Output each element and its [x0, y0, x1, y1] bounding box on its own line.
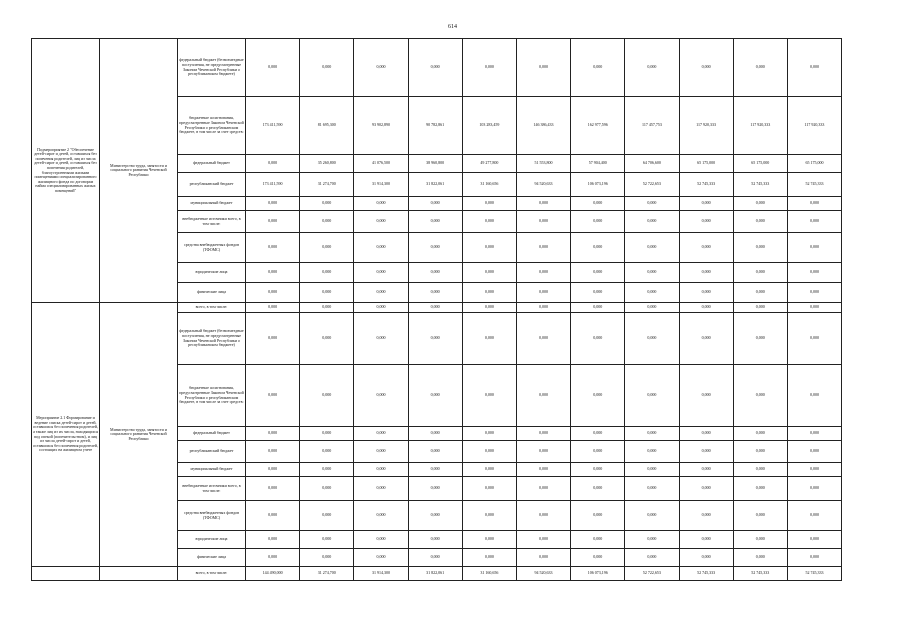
funding-source-cell: федеральный бюджет (безвозмездные поступления, не предусмотренные Законом Чеченской Республики о республиканском бюджете) [178, 313, 246, 365]
amount-cell: 0,000 [246, 549, 300, 567]
amount-cell: 0,000 [462, 531, 516, 549]
amount-cell: 0,000 [246, 365, 300, 427]
amount-cell: 0,000 [679, 197, 733, 211]
amount-cell: 0,000 [354, 427, 408, 441]
amount-cell: 0,000 [625, 477, 679, 501]
amount-cell: 0,000 [462, 427, 516, 441]
amount-cell: 0,000 [354, 441, 408, 463]
amount-cell: 0,000 [246, 441, 300, 463]
amount-cell: 117 920,333 [787, 97, 841, 155]
amount-cell: 0,000 [625, 211, 679, 233]
amount-cell: 31 914,300 [354, 567, 408, 581]
amount-cell: 0,000 [462, 501, 516, 531]
amount-cell: 117 920,333 [679, 97, 733, 155]
amount-cell: 0,000 [300, 197, 354, 211]
amount-cell: 0,000 [516, 233, 570, 263]
amount-cell: 0,000 [516, 197, 570, 211]
event-name-cell: Подмероприятие 2 "Обеспечение детей-сирот и детей, оставшихся без попечения родителей, лиц из числа детей-сирот и детей, оставшихся без попечения родителей, благоустроенными жилыми помещениями специализированного жилищного фонда по договорам найма специализированных жилых помещений" [32, 39, 100, 303]
amount-cell: 0,000 [733, 501, 787, 531]
amount-cell: 0,000 [246, 463, 300, 477]
amount-cell: 0,000 [516, 365, 570, 427]
amount-cell: 0,000 [408, 365, 462, 427]
amount-cell: 0,000 [516, 283, 570, 303]
amount-cell: 0,000 [516, 427, 570, 441]
amount-cell: 0,000 [300, 531, 354, 549]
funding-source-cell: муниципальный бюджет [178, 463, 246, 477]
amount-cell: 0,000 [625, 233, 679, 263]
amount-cell: 0,000 [462, 441, 516, 463]
amount-cell: 0,000 [679, 283, 733, 303]
amount-cell: 0,000 [462, 233, 516, 263]
amount-cell: 0,000 [246, 155, 300, 173]
amount-cell: 0,000 [787, 477, 841, 501]
amount-cell: 0,000 [408, 303, 462, 313]
amount-cell: 0,000 [733, 313, 787, 365]
funding-source-cell: федеральный бюджет [178, 427, 246, 441]
amount-cell: 0,000 [462, 303, 516, 313]
amount-cell: 35 260,800 [300, 155, 354, 173]
amount-cell: 94 520,633 [516, 173, 570, 197]
amount-cell: 0,000 [354, 197, 408, 211]
amount-cell: 31 822,061 [408, 567, 462, 581]
amount-cell: 0,000 [516, 501, 570, 531]
amount-cell: 65 175,000 [787, 155, 841, 173]
amount-cell: 57 904,400 [571, 155, 625, 173]
amount-cell: 0,000 [733, 211, 787, 233]
amount-cell: 0,000 [787, 39, 841, 97]
amount-cell: 0,000 [516, 531, 570, 549]
amount-cell: 0,000 [679, 233, 733, 263]
amount-cell: 0,000 [679, 501, 733, 531]
amount-cell: 0,000 [462, 263, 516, 283]
funding-source-cell: внебюджетные источники всего, в том числе: [178, 477, 246, 501]
amount-cell: 0,000 [354, 313, 408, 365]
amount-cell: 0,000 [679, 303, 733, 313]
empty-cell [32, 567, 100, 581]
amount-cell: 0,000 [246, 313, 300, 365]
amount-cell: 49 277,800 [462, 155, 516, 173]
amount-cell: 0,000 [571, 283, 625, 303]
funding-source-cell: юридические лица [178, 263, 246, 283]
amount-cell: 0,000 [571, 303, 625, 313]
amount-cell: 0,000 [408, 313, 462, 365]
amount-cell: 52 745,333 [679, 567, 733, 581]
amount-cell: 93 902,890 [354, 97, 408, 155]
amount-cell: 31 274,700 [300, 567, 354, 581]
amount-cell: 0,000 [246, 531, 300, 549]
amount-cell: 0,000 [679, 211, 733, 233]
amount-cell: 0,000 [408, 531, 462, 549]
amount-cell: 0,000 [625, 263, 679, 283]
funding-source-cell: республиканский бюджет [178, 441, 246, 463]
amount-cell: 0,000 [246, 427, 300, 441]
amount-cell: 52 722,653 [625, 173, 679, 197]
amount-cell: 52 722,653 [625, 567, 679, 581]
amount-cell: 0,000 [571, 39, 625, 97]
amount-cell: 0,000 [625, 197, 679, 211]
amount-cell: 0,000 [625, 441, 679, 463]
amount-cell: 0,000 [733, 263, 787, 283]
table-row [32, 303, 842, 313]
amount-cell: 0,000 [787, 303, 841, 313]
amount-cell: 64 706,600 [625, 155, 679, 173]
amount-cell: 0,000 [462, 549, 516, 567]
funding-source-cell: муниципальный бюджет [178, 197, 246, 211]
amount-cell: 0,000 [354, 365, 408, 427]
amount-cell: 173 411,590 [246, 97, 300, 155]
amount-cell: 0,000 [246, 283, 300, 303]
empty-cell [100, 567, 178, 581]
amount-cell: 0,000 [679, 313, 733, 365]
amount-cell: 106 073,196 [571, 567, 625, 581]
amount-cell: 0,000 [571, 233, 625, 263]
amount-cell: 0,000 [354, 283, 408, 303]
amount-cell: 0,000 [300, 427, 354, 441]
amount-cell: 0,000 [246, 197, 300, 211]
total-row [32, 567, 842, 581]
amount-cell: 52 745,333 [679, 173, 733, 197]
amount-cell: 0,000 [516, 211, 570, 233]
amount-cell: 90 782,861 [408, 97, 462, 155]
amount-cell: 0,000 [516, 463, 570, 477]
amount-cell: 0,000 [408, 233, 462, 263]
amount-cell: 0,000 [300, 441, 354, 463]
funding-source-cell: федеральный бюджет [178, 155, 246, 173]
amount-cell: 0,000 [300, 365, 354, 427]
table-row [32, 39, 842, 97]
amount-cell: 0,000 [462, 197, 516, 211]
amount-cell: 0,000 [625, 463, 679, 477]
amount-cell: 0,000 [354, 549, 408, 567]
funding-source-cell: юридические лица [178, 531, 246, 549]
amount-cell: 0,000 [354, 211, 408, 233]
amount-cell: 0,000 [408, 427, 462, 441]
amount-cell: 0,000 [408, 463, 462, 477]
amount-cell: 0,000 [625, 501, 679, 531]
amount-cell: 0,000 [300, 303, 354, 313]
event-name-cell: Мероприятие 2.1 Формирование и ведение списка детей-сирот и детей, оставшихся без попечения родителей, а также лиц из их числа, находящихся под опекой (попечительством), и лиц из числа детей-сирот и детей, оставшихся без попечения родителей, состоящих на жилищном учете [32, 303, 100, 567]
amount-cell: 162 977,596 [571, 97, 625, 155]
amount-cell: 0,000 [571, 549, 625, 567]
amount-cell: 0,000 [571, 501, 625, 531]
amount-cell: 0,000 [571, 531, 625, 549]
amount-cell: 0,000 [625, 549, 679, 567]
amount-cell: 103 283,459 [462, 97, 516, 155]
amount-cell: 0,000 [516, 263, 570, 283]
amount-cell: 0,000 [733, 233, 787, 263]
amount-cell: 52 745,333 [787, 173, 841, 197]
amount-cell: 52 745,333 [787, 567, 841, 581]
amount-cell: 106 073,196 [571, 173, 625, 197]
amount-cell: 0,000 [516, 303, 570, 313]
amount-cell: 52 745,333 [733, 173, 787, 197]
amount-cell: 0,000 [516, 39, 570, 97]
funding-source-cell: внебюджетные источники всего, в том числе: [178, 211, 246, 233]
amount-cell: 0,000 [733, 463, 787, 477]
amount-cell: 0,000 [571, 211, 625, 233]
amount-cell: 0,000 [733, 531, 787, 549]
amount-cell: 0,000 [408, 211, 462, 233]
amount-cell: 0,000 [462, 477, 516, 501]
funding-source-cell: всего, в том числе: [178, 303, 246, 313]
amount-cell: 0,000 [733, 549, 787, 567]
amount-cell: 0,000 [354, 303, 408, 313]
budget-table [31, 38, 842, 581]
amount-cell: 0,000 [733, 197, 787, 211]
amount-cell: 0,000 [300, 313, 354, 365]
amount-cell: 0,000 [787, 197, 841, 211]
amount-cell: 0,000 [679, 477, 733, 501]
amount-cell: 0,000 [246, 501, 300, 531]
amount-cell: 0,000 [354, 233, 408, 263]
amount-cell: 31 160,656 [462, 173, 516, 197]
amount-cell: 0,000 [787, 501, 841, 531]
amount-cell: 0,000 [571, 313, 625, 365]
amount-cell: 0,000 [787, 427, 841, 441]
amount-cell: 0,000 [516, 549, 570, 567]
amount-cell: 31 822,061 [408, 173, 462, 197]
amount-cell: 0,000 [300, 463, 354, 477]
funding-source-cell: физические лица [178, 283, 246, 303]
amount-cell: 0,000 [733, 427, 787, 441]
amount-cell: 0,000 [408, 197, 462, 211]
amount-cell: 0,000 [354, 531, 408, 549]
amount-cell: 0,000 [354, 39, 408, 97]
amount-cell: 0,000 [516, 313, 570, 365]
amount-cell: 0,000 [462, 313, 516, 365]
amount-cell: 0,000 [625, 283, 679, 303]
amount-cell: 0,000 [300, 549, 354, 567]
amount-cell: 0,000 [625, 313, 679, 365]
amount-cell: 0,000 [462, 365, 516, 427]
amount-cell: 0,000 [408, 477, 462, 501]
amount-cell: 0,000 [571, 427, 625, 441]
amount-cell: 0,000 [246, 303, 300, 313]
amount-cell: 0,000 [246, 211, 300, 233]
amount-cell: 0,000 [787, 233, 841, 263]
amount-cell: 117 457,753 [625, 97, 679, 155]
amount-cell: 65 175,000 [733, 155, 787, 173]
amount-cell: 0,000 [462, 463, 516, 477]
amount-cell: 0,000 [246, 477, 300, 501]
amount-cell: 0,000 [733, 303, 787, 313]
amount-cell: 94 520,633 [516, 567, 570, 581]
amount-cell: 0,000 [787, 263, 841, 283]
amount-cell: 0,000 [571, 365, 625, 427]
amount-cell: 51 553,800 [516, 155, 570, 173]
amount-cell: 117 920,333 [733, 97, 787, 155]
amount-cell: 0,000 [625, 427, 679, 441]
amount-cell: 0,000 [679, 441, 733, 463]
amount-cell: 0,000 [300, 233, 354, 263]
funding-source-cell: республиканский бюджет [178, 173, 246, 197]
amount-cell: 0,000 [300, 263, 354, 283]
funding-source-cell: средства внебюджетных фондов (ТФОМС) [178, 501, 246, 531]
funding-source-cell: федеральный бюджет (безвозмездные поступления, не предусмотренные Законом Чеченской Республики о республиканском бюджете) [178, 39, 246, 97]
amount-cell: 0,000 [300, 39, 354, 97]
funding-source-cell: бюджетные ассигнования, предусмотренные Законом Чеченской Республики о республиканском бюджете, в том числе за счет средств: [178, 365, 246, 427]
amount-cell: 0,000 [571, 441, 625, 463]
amount-cell: 0,000 [733, 365, 787, 427]
amount-cell: 0,000 [300, 211, 354, 233]
amount-cell: 0,000 [787, 283, 841, 303]
amount-cell: 173 411,590 [246, 173, 300, 197]
amount-cell: 0,000 [408, 283, 462, 303]
amount-cell: 41 076,500 [354, 155, 408, 173]
amount-cell: 0,000 [679, 549, 733, 567]
amount-cell: 0,000 [408, 263, 462, 283]
amount-cell: 38 960,800 [408, 155, 462, 173]
amount-cell: 0,000 [571, 263, 625, 283]
executor-cell: Министерство труда, занятости и социального развития Чеченской Республики [100, 303, 178, 567]
amount-cell: 0,000 [787, 549, 841, 567]
amount-cell: 0,000 [408, 441, 462, 463]
amount-cell: 0,000 [408, 549, 462, 567]
funding-source-cell: средства внебюджетных фондов (ТФОМС) [178, 233, 246, 263]
amount-cell: 0,000 [625, 365, 679, 427]
amount-cell: 0,000 [571, 463, 625, 477]
amount-cell: 0,000 [787, 441, 841, 463]
funding-source-cell: физические лица [178, 549, 246, 567]
amount-cell: 0,000 [354, 263, 408, 283]
amount-cell: 0,000 [787, 463, 841, 477]
executor-cell: Министерство труда, занятости и социального развития Чеченской Республики [100, 39, 178, 303]
amount-cell: 0,000 [733, 39, 787, 97]
amount-cell: 31 274,700 [300, 173, 354, 197]
amount-cell: 0,000 [516, 477, 570, 501]
amount-cell: 0,000 [733, 477, 787, 501]
amount-cell: 0,000 [787, 211, 841, 233]
amount-cell: 0,000 [625, 531, 679, 549]
amount-cell: 0,000 [625, 39, 679, 97]
funding-source-cell: бюджетные ассигнования, предусмотренные Законом Чеченской Республики о республиканском бюджете, в том числе за счет средств: [178, 97, 246, 155]
amount-cell: 0,000 [354, 477, 408, 501]
amount-cell: 0,000 [733, 441, 787, 463]
amount-cell: 0,000 [679, 427, 733, 441]
amount-cell: 0,000 [571, 197, 625, 211]
amount-cell: 0,000 [679, 463, 733, 477]
funding-source-cell: всего, в том числе: [178, 567, 246, 581]
amount-cell: 0,000 [733, 283, 787, 303]
amount-cell: 0,000 [408, 501, 462, 531]
amount-cell: 0,000 [354, 463, 408, 477]
amount-cell: 0,000 [516, 441, 570, 463]
amount-cell: 0,000 [300, 501, 354, 531]
amount-cell: 0,000 [246, 263, 300, 283]
amount-cell: 0,000 [679, 531, 733, 549]
amount-cell: 0,000 [300, 283, 354, 303]
amount-cell: 0,000 [462, 39, 516, 97]
amount-cell: 146 386,433 [516, 97, 570, 155]
amount-cell: 0,000 [787, 365, 841, 427]
amount-cell: 65 175,000 [679, 155, 733, 173]
amount-cell: 0,000 [246, 39, 300, 97]
amount-cell: 0,000 [354, 501, 408, 531]
amount-cell: 0,000 [300, 477, 354, 501]
amount-cell: 0,000 [787, 313, 841, 365]
amount-cell: 0,000 [787, 531, 841, 549]
amount-cell: 0,000 [408, 39, 462, 97]
amount-cell: 0,000 [679, 39, 733, 97]
amount-cell: 31 914,300 [354, 173, 408, 197]
amount-cell: 0,000 [246, 233, 300, 263]
amount-cell: 0,000 [679, 365, 733, 427]
page-number: 614 [448, 24, 457, 30]
amount-cell: 0,000 [462, 283, 516, 303]
amount-cell: 0,000 [679, 263, 733, 283]
amount-cell: 31 160,656 [462, 567, 516, 581]
amount-cell: 0,000 [462, 211, 516, 233]
amount-cell: 0,000 [625, 303, 679, 313]
amount-cell: 52 745,333 [733, 567, 787, 581]
amount-cell: 81 695,300 [300, 97, 354, 155]
amount-cell: 144 490,000 [246, 567, 300, 581]
amount-cell: 0,000 [571, 477, 625, 501]
